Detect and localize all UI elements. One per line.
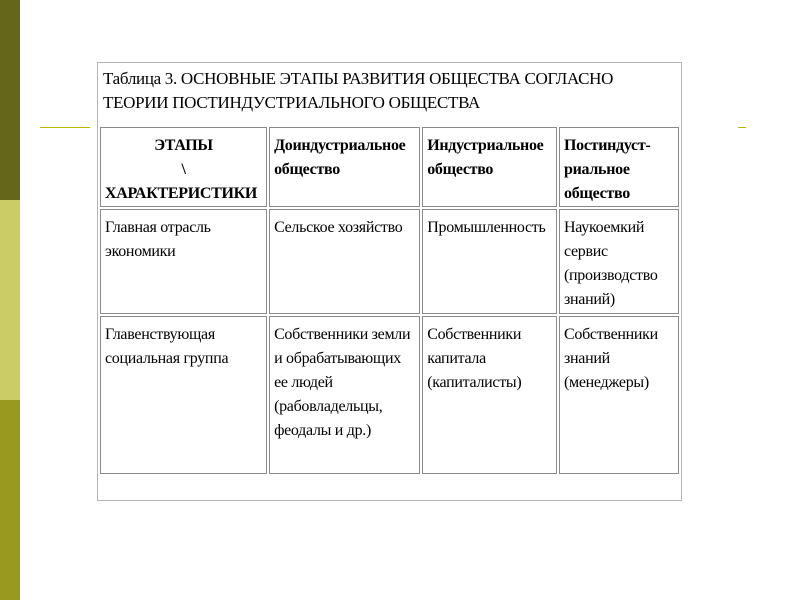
side-strip-dark bbox=[0, 0, 20, 200]
caption-line-1: Таблица 3. ОСНОВНЫЕ ЭТАПЫ РАЗВИТИЯ ОБЩЕСТВА СОГЛАСНО bbox=[103, 69, 614, 88]
cell-preindustrial: Сельское хозяйство bbox=[269, 209, 420, 314]
table-row bbox=[100, 209, 679, 314]
accent-line-right bbox=[738, 127, 746, 128]
row-label-main-industry: Главная отрасль экономики bbox=[100, 209, 267, 314]
table-row bbox=[100, 316, 679, 474]
header-stages-characteristics bbox=[100, 127, 267, 207]
side-strip-mid bbox=[0, 400, 20, 600]
cell-postindustrial: Собственники знаний (менеджеры) bbox=[559, 316, 679, 474]
header-preindustrial: Доиндустриальное общество bbox=[269, 127, 420, 207]
cell-industrial: Собственники капитала (капиталисты) bbox=[422, 316, 557, 474]
row-label-dominant-group: Главенствующая социальная группа bbox=[100, 316, 267, 474]
cell-preindustrial: Собственники земли и обрабатывающих ее людей (рабовладельцы, феодалы и др.) bbox=[269, 316, 420, 474]
header-stages-label: ЭТАПЫ bbox=[154, 137, 213, 154]
cell-industrial: Промышленность bbox=[422, 209, 557, 314]
cell-postindustrial: Наукоемкий сервис (производство знаний) bbox=[559, 209, 679, 314]
stages-grid bbox=[98, 125, 681, 476]
header-industrial: Индустриальное общество bbox=[422, 127, 557, 207]
stages-table bbox=[97, 62, 682, 501]
caption-line-2: ТЕОРИИ ПОСТИНДУСТРИАЛЬНОГО ОБЩЕСТВА bbox=[103, 93, 481, 112]
header-characteristics-label: ХАРАКТЕРИСТИКИ bbox=[105, 185, 258, 202]
header-row bbox=[100, 127, 679, 207]
accent-line-left bbox=[40, 127, 90, 128]
header-postindustrial: Постиндуст-риальное общество bbox=[559, 127, 679, 207]
side-strip-light bbox=[0, 200, 20, 400]
table-caption bbox=[103, 67, 678, 115]
header-backslash: \ bbox=[181, 161, 186, 178]
